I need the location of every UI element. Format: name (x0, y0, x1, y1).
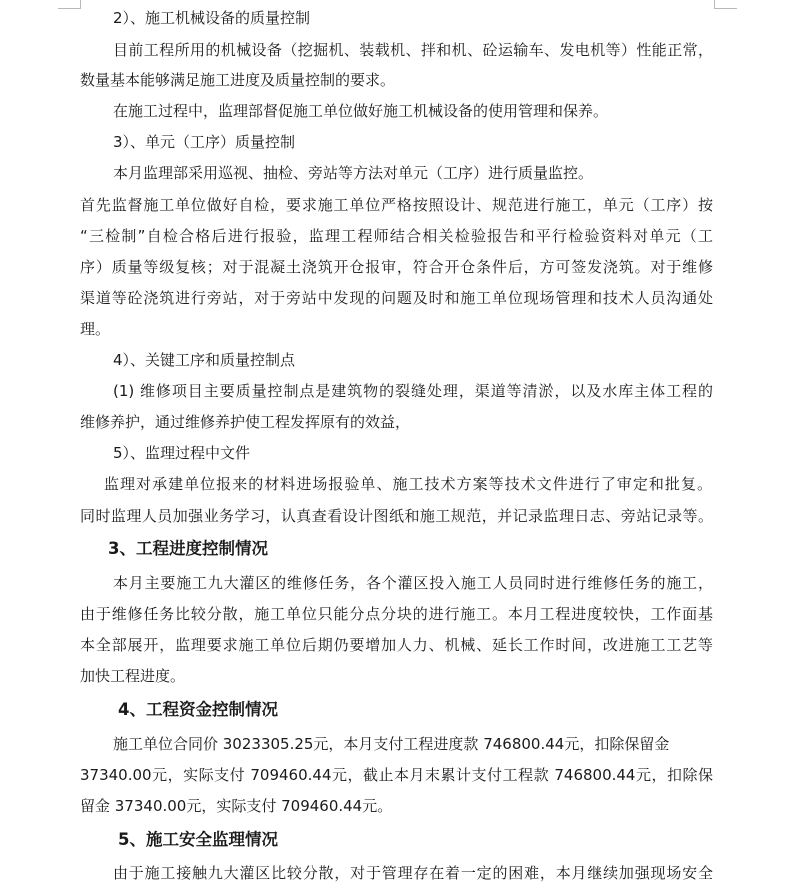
section-heading-safety: 5、施工安全监理情况 (118, 830, 278, 849)
paragraph-line: 监理对承建单位报来的材料进场报验单、施工技术方案等技术文件进行了审定和批复。 (104, 475, 712, 493)
paragraph-line: 本月主要施工九大灌区的维修任务，各个灌区投入施工人员同时进行维修任务的施工， (113, 574, 713, 592)
section-heading-progress: 3、工程进度控制情况 (108, 539, 268, 558)
subsection-heading: 3）、单元（工序）质量控制 (113, 133, 296, 151)
paragraph-line: 目前工程所用的机械设备（挖掘机、装载机、拌和机、砼运输车、发电机等）性能正常， (113, 41, 713, 59)
paragraph-line: 同时监理人员加强业务学习，认真查看设计图纸和施工规范，并记录监理日志、旁站记录等。 (80, 507, 713, 525)
paragraph-line: 留金 37340.00元，实际支付 709460.44元。 (80, 797, 393, 815)
subsection-heading: 2）、施工机械设备的质量控制 (113, 9, 311, 27)
paragraph-line: 维修养护，通过维修养护使工程发挥原有的效益， (80, 413, 411, 431)
paragraph-line: 数量基本能够满足施工进度及质量控制的要求。 (80, 71, 396, 89)
paragraph-line: 由于施工接触九大灌区比较分散，对于管理存在着一定的困难，本月继续加强现场安全 (113, 864, 713, 882)
page-corner-mark-right (714, 0, 737, 9)
paragraph-line: 理。 (80, 320, 111, 338)
paragraph-line: 施工单位合同价 3023305.25元，本月支付工程进度款 746800.44元，扣除保留金 (113, 735, 670, 753)
paragraph-line: 序）质量等级复核；对于混凝土浇筑开仓报审，符合开仓条件后，方可签发浇筑。对于维修 (80, 258, 713, 276)
paragraph-line: (1) 维修项目主要质量控制点是建筑物的裂缝处理，渠道等清淤，以及水库主体工程的 (113, 382, 713, 400)
subsection-heading: 5）、监理过程中文件 (113, 444, 251, 462)
paragraph-line: 由于维修任务比较分散，施工单位只能分点分块的进行施工。本月工程进度较快，工作面基 (80, 605, 713, 623)
paragraph-line: 本月监理部采用巡视、抽检、旁站等方法对单元（工序）进行质量监控。 (113, 164, 594, 182)
paragraph-line: 37340.00元，实际支付 709460.44元，截止本月末累计支付工程款 746800.44元，扣除保 (80, 766, 713, 784)
section-heading-funds: 4、工程资金控制情况 (118, 700, 278, 719)
paragraph-line: 本全部展开，监理要求施工单位后期仍要增加人力、机械、延长工作时间，改进施工工艺等 (80, 636, 713, 654)
page-corner-mark-left (58, 0, 81, 9)
paragraph-line: 首先监督施工单位做好自检，要求施工单位严格按照设计、规范进行施工，单元（工序）按 (80, 196, 713, 214)
subsection-heading: 4）、关键工序和质量控制点 (113, 351, 296, 369)
paragraph-line: “三检制”自检合格后进行报验，监理工程师结合相关检验报告和平行检验资料对单元（工 (80, 227, 713, 245)
paragraph-line: 加快工程进度。 (80, 667, 186, 685)
paragraph-line: 渠道等砼浇筑进行旁站，对于旁站中发现的问题及时和施工单位现场管理和技术人员沟通处 (80, 289, 713, 307)
paragraph-line: 在施工过程中，监理部督促施工单位做好施工机械设备的使用管理和保养。 (113, 102, 609, 120)
